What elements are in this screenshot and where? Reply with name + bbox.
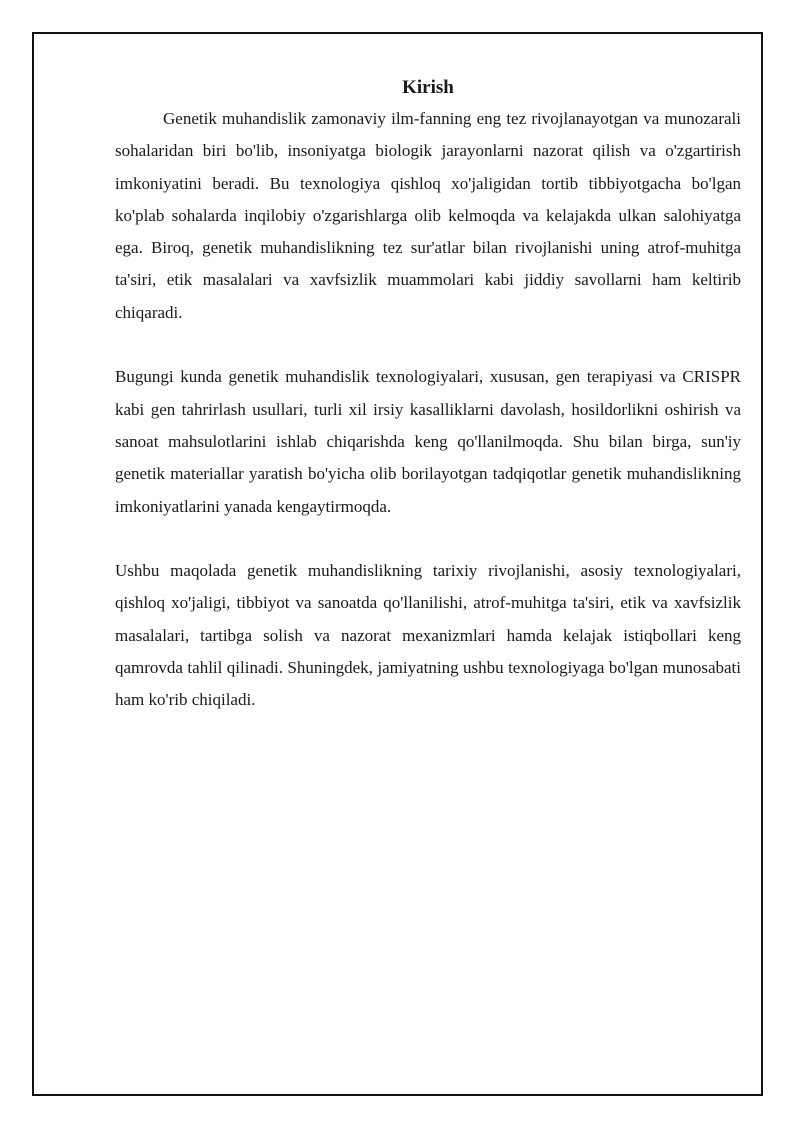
paragraph-spacer (115, 329, 741, 361)
paragraph-scope: Ushbu maqolada genetik muhandislikning tarixiy rivojlanishi, asosiy texnologiyalari, qishloq xo'jaligi, tibbiyot va sanoatda qo'llanilishi, atrof-muhitga ta'siri, etik va xavfsizlik masalalari, tartibga solish va nazorat mexanizmlari hamda kelajak istiqbollari keng qamrovda tahlil qilinadi. Shuningdek, jamiyatning ushbu texnologiyaga bo'lgan munosabati ham ko'rib chiqiladi. (115, 561, 741, 710)
document-title: Kirish (402, 77, 454, 98)
paragraph-technologies: Bugungi kunda genetik muhandislik texnologiyalari, xususan, gen terapiyasi va CRISPR kabi gen tahrirlash usullari, turli xil irsiy kasalliklarni davolash, hosildorlikni oshirish va sanoat mahsulotlarini ishlab chiqarishda keng qo'llanilmoqda. Shu bilan birga, sun'iy genetik materiallar yaratish bo'yicha olib borilayotgan tadqiqotlar genetik muhandislikning imkoniyatlarini yanada kengaytirmoqda. (115, 367, 741, 516)
paragraph-intro: Genetik muhandislik zamonaviy ilm-fanning eng tez rivojlanayotgan va munozarali sohalaridan biri bo'lib, insoniyatga biologik jarayonlarni nazorat qilish va o'zgartirish imkoniyatini beradi. Bu texnologiya qishloq xo'jaligidan tortib tibbiyotgacha bo'lgan ko'plab sohalarda inqilobiy o'zgarishlarga olib kelmoqda va kelajakda ulkan salohiyatga ega. Biroq, genetik muhandislikning tez sur'atlar bilan rivojlanishi uning atrof-muhitga ta'siri, etik masalalari va xavfsizlik muammolari kabi jiddiy savollarni ham keltirib chiqaradi. (115, 109, 741, 322)
document-body (115, 74, 741, 717)
paragraph-spacer (115, 523, 741, 555)
